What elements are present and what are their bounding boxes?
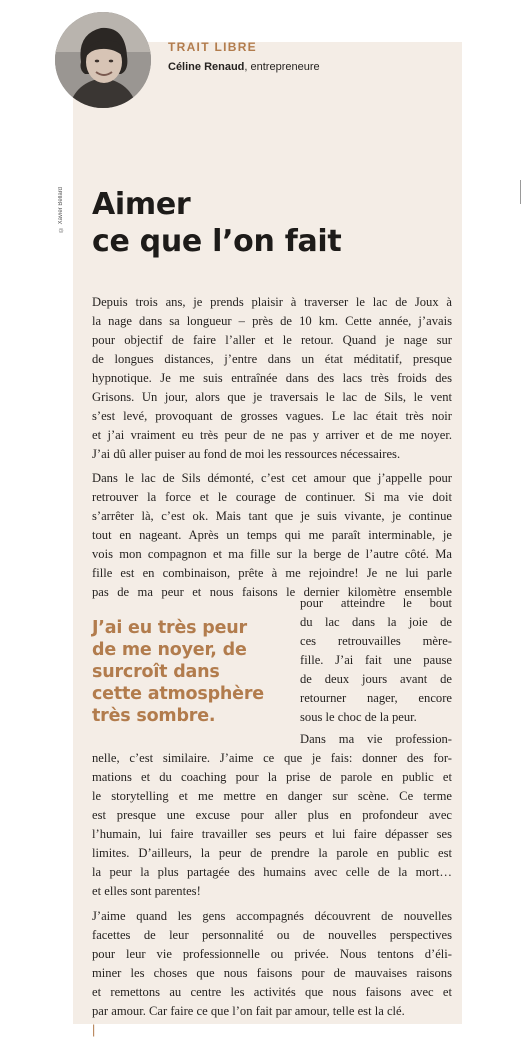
text-line: pour leur vie professionnelle ou privée. Nous tentons d’éli- (92, 947, 452, 961)
byline (168, 61, 320, 73)
portrait-image (55, 12, 151, 108)
author-photo (55, 12, 151, 108)
quote-line: cette atmosphère (92, 684, 264, 704)
text-line-content: par amour. Car faire ce que l’on fait par amour, telle est la clé. (92, 1004, 405, 1018)
text-line: Dans le lac de Sils démonté, c’est cet amour que j’appelle pour (92, 471, 452, 485)
text-line: vois mon compagnon et ma fille sur la berge de l’autre côté. Ma (92, 547, 452, 561)
quote-line: très sombre. (92, 706, 216, 726)
text-line: l’humain, lui faire travailler ses peurs et lui faire dépasser ses (92, 827, 452, 841)
text-line (92, 1002, 452, 1040)
text-line: s’arrêter là, c’est ok. Mais tant que je suis vivante, je continue (92, 509, 452, 523)
text-line: Depuis trois ans, je prends plaisir à traverser le lac de Joux à (92, 295, 452, 309)
text-line: et j’ai vraiment eu très peur de ne pas y arriver et de me noyer. (92, 428, 452, 442)
author-name: Céline Renaud (168, 61, 245, 73)
text-line: pour objectif de faire l’aller et le retour. Quand je nage sur (92, 333, 452, 347)
quote-line: surcroît dans (92, 662, 220, 682)
text-line: est presque une excuse pour aller plus en profondeur avec (92, 808, 452, 822)
paragraph-1 (92, 293, 452, 464)
paragraph-4 (92, 907, 452, 1040)
text-line: mations et du coaching pour la prise de parole en public et (92, 770, 452, 784)
end-mark: | (92, 1023, 96, 1037)
text-line: J’aime quand les gens accompagnés découvrent de nouvelles (92, 909, 452, 923)
quote-line: J’ai eu très peur (92, 618, 247, 638)
quote-line: de me noyer, de (92, 640, 247, 660)
text-line: la nage dans sa longueur – près de 10 km. Cette année, j’avais (92, 314, 452, 328)
rubric-label: TRAIT LIBRE (168, 40, 257, 54)
text-line: le storytelling et me mettre en danger sur scène. Ce terme (92, 789, 452, 803)
headline-line: Aimer (92, 187, 191, 222)
text-line: la peur la plus partagée des humains avec celle de la mort… (92, 865, 452, 879)
photo-credit: © Xavier Bellard (58, 186, 64, 232)
text-line: du lac dans la joie de (300, 615, 452, 629)
headline-line: ce que l’on fait (92, 224, 342, 259)
paragraph-2-continued (300, 594, 452, 727)
text-line: et elles sont parentes! (92, 884, 201, 898)
text-line: pour atteindre le bout (300, 596, 452, 610)
page-edge-mark (520, 180, 521, 204)
text-line: tout en nageant. Après un temps qui me paraît interminable, je (92, 528, 452, 542)
text-line: fille. J’ai fait une pause (300, 653, 452, 667)
text-line: nelle, c’est similaire. J’aime ce que je fais: donner des for- (92, 751, 452, 765)
text-line: limites. D’ailleurs, la peur de prendre la parole en public est (92, 846, 452, 860)
text-line: retourner nager, encore (300, 691, 452, 705)
text-line: Dans ma vie profession- (300, 732, 452, 746)
paragraph-2 (92, 469, 452, 602)
text-line: miner les choses que nous faisons pour de mauvaises raisons (92, 966, 452, 980)
text-line: sous le choc de la peur. (300, 710, 417, 724)
text-line: fille est en combinaison, prête à me rejoindre! Je ne lui parle (92, 566, 452, 580)
text-line: de deux jours avant de (300, 672, 452, 686)
text-line: et remettons au centre les activités que nous faisons avec et (92, 985, 452, 999)
article-headline (92, 186, 452, 260)
text-line: pas de ma peur et nous faisons le dernier kilomètre ensemble (92, 585, 452, 599)
text-line: retrouver la force et le courage de continuer. Si ma vie doit (92, 490, 452, 504)
text-line: J’ai dû aller puiser au fond de moi les ressources nécessaires. (92, 447, 401, 461)
paragraph-3 (92, 730, 452, 901)
text-line: Grisons. Un jour, alors que je traversais le lac de Sils, le vent (92, 390, 452, 404)
text-line: hypnotique. Je me suis entraînée dans des lacs très froids des (92, 371, 452, 385)
author-role: , entrepreneure (244, 61, 320, 73)
pull-quote (92, 617, 298, 727)
text-line: ces retrouvailles mère- (300, 634, 452, 648)
text-line: de longues distances, j’entre dans un état méditatif, presque (92, 352, 452, 366)
text-line: facettes de leur personnalité ou de nouvelles perspectives (92, 928, 452, 942)
text-line: s’est levé, provoquant de grosses vagues. Le lac était très noir (92, 409, 452, 423)
